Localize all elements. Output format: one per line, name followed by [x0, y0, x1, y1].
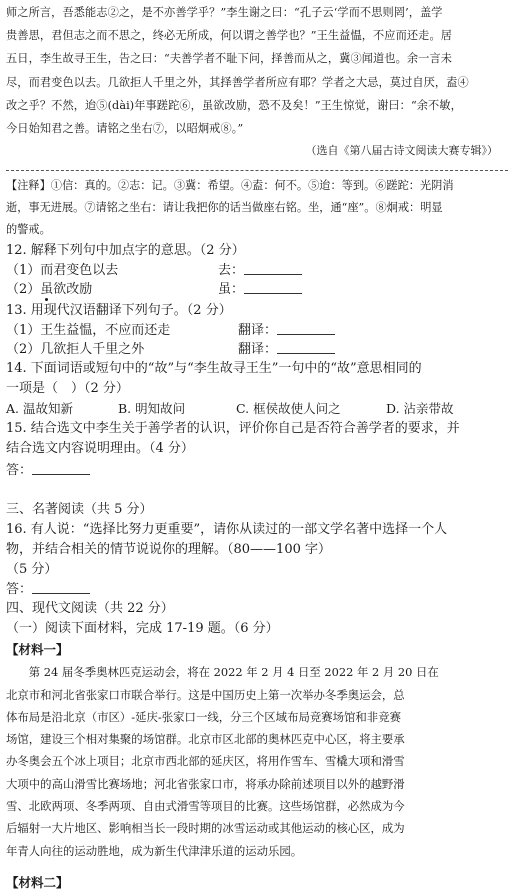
- item-text: （1）而君变色以去: [6, 263, 119, 279]
- question-item: [6, 340, 508, 359]
- notes-line: 【注释】①信：真的。②志：记。③冀：希望。④盍：何不。⑤迨：等到。⑥蹉跎：光阴消: [6, 179, 454, 193]
- passage-line: 师之所言，吾悉能志②之，是不亦善学乎？”李生谢之曰：“孔子云‘学而不思则罔’，盖学: [6, 6, 443, 19]
- material-line: 体布局是沿北京（市区）-延庆-张家口一线，分三个区域布局竞赛场馆和非竞赛: [6, 709, 401, 724]
- question-title: 一项是（ ）（2 分）: [6, 381, 129, 397]
- section-title: 三、名著阅读（共 5 分）: [6, 502, 153, 518]
- material-label: 【材料二】: [6, 874, 69, 890]
- passage-line: 今日始知君之善。请铭之坐右⑦，以昭炯戒⑧。”: [6, 122, 244, 136]
- material-line: 年青人向往的运动胜地，成为新生代津津乐道的运动乐园。: [6, 843, 303, 858]
- question-16: 物，并结合相关的情节说说你的理解。（80——100 字）: [6, 542, 331, 558]
- item-label: 翻译：: [238, 342, 278, 358]
- item-text: [6, 280, 218, 299]
- answer-blank[interactable]: [32, 461, 90, 475]
- passage-source: （选自《第八届古诗文阅读大赛专辑》）: [305, 144, 498, 158]
- passage-line: 贵善思，君但志之而不思之，终必无所成，何以谓之善学也？”王生益愠，不应而还走。居: [6, 29, 453, 43]
- material-line: 办冬奥会五个冰上项目；北京市西北部的延庆区，将用作雪车、雪橇大项和滑雪: [6, 754, 405, 769]
- question-title: 12. 解释下列句中加点字的意思。（2 分）: [6, 243, 245, 259]
- answer-blank[interactable]: [244, 280, 302, 294]
- question-12: [6, 241, 508, 299]
- notes-line: 逝，事无进展。⑦请铭之坐右：请让我把你的话当做座右铭。坐，通“座”。⑧炯戒：明显: [6, 201, 443, 215]
- question-16: 16. 有人说：“选择比努力更重要”，请你从读过的一部文学名著中选择一个人: [6, 522, 448, 538]
- exam-page: [6, 0, 508, 894]
- passage-line: 改之乎？不然，迨⑤(dài)年事蹉跎⑥，虽欲改励，恐不及矣！”王生惊觉，谢曰：“余不敏，: [6, 98, 462, 112]
- options: [6, 399, 508, 419]
- option-a[interactable]: A. 温故知新: [6, 401, 73, 417]
- item-text: （2）几欲拒人千里之外: [6, 342, 145, 358]
- item-prefix: （2）: [6, 282, 41, 298]
- answer-blank[interactable]: [277, 321, 335, 335]
- question-title: 15. 结合选文中李生关于善学者的认识，评价你自己是否符合善学者的要求，并: [6, 421, 460, 437]
- divider: [6, 170, 508, 171]
- answer-blank[interactable]: [244, 261, 302, 275]
- material-line: 第 24 届冬季奥林匹克运动会，将在 2022 年 2 月 4 日至 2022 年 2 月 20 日在: [28, 665, 439, 680]
- question-title: 结合选文内容说明理由。（4 分）: [6, 441, 194, 457]
- option-c[interactable]: C. 框侯故使人问之: [236, 401, 341, 417]
- subsection-title: （一）阅读下面材料，完成 17-19 题。（6 分）: [6, 621, 279, 637]
- question-item: [6, 321, 508, 340]
- question-title: 14. 下面词语或短句中的“故”与“李生故寻王生”一句中的“故”意思相同的: [6, 361, 422, 377]
- passage-line: 五日，李生故寻王生，告之曰：“夫善学者不耻下问，择善而从之，冀③闻道也。余一言未: [6, 52, 453, 66]
- notes-line: 的警戒。: [6, 223, 51, 237]
- item-text: （1）王生益愠，不应而还走: [6, 323, 171, 339]
- item-label: 去：: [218, 263, 245, 279]
- question-13: [6, 301, 508, 359]
- option-b[interactable]: B. 明知故问: [118, 401, 186, 417]
- option-d[interactable]: D. 沾亲带故: [386, 401, 454, 417]
- question-title: 13. 用现代汉语翻译下列句子。（2 分）: [6, 303, 232, 319]
- material-line: 后辐射一大片地区、影响相当长一段时期的冰雪运动或其他运动的核心区，成为: [6, 821, 405, 836]
- classical-passage: [6, 1, 508, 140]
- question-item: [6, 261, 508, 280]
- answer-blank[interactable]: [32, 580, 90, 594]
- question-15: [6, 419, 508, 480]
- passage-line: 尽，而君变色以去。几欲拒人千里之外，其择善学者所应有耶？学者之大忌，莫过自厌，盍④: [6, 75, 469, 89]
- material-line: 雪、北欧两项、冬季两项、自由式滑雪等项目的比赛。这些场馆群，必然成为今: [6, 799, 405, 813]
- material-label: 【材料一】: [6, 642, 69, 658]
- material-line: 场馆，建设三个相对集聚的场馆群。北京市区北部的奥林匹克中心区，将主要承: [6, 732, 405, 747]
- answer-row: [6, 461, 508, 480]
- question-item: [6, 280, 508, 299]
- question-14: [6, 359, 508, 419]
- annotations: [6, 175, 508, 241]
- item-suffix: 欲改励: [53, 282, 93, 298]
- dotted-character: 虽: [40, 282, 54, 298]
- section-3: [6, 500, 508, 599]
- material-line: 大项中的高山滑雪比赛场地；河北省张家口市，将承办除前述项目以外的越野滑: [6, 776, 405, 791]
- answer-row: [6, 580, 508, 599]
- material-line: 北京市和河北省张家口市联合举行。这是中国历史上第一次举办冬季奥运会，总: [6, 687, 405, 702]
- answer-blank[interactable]: [277, 340, 335, 354]
- question-16: （5 分）: [6, 562, 58, 578]
- answer-label: 答：: [6, 582, 33, 598]
- section-title: 四、现代文阅读（共 22 分）: [6, 601, 174, 617]
- item-label: 虽：: [218, 282, 245, 298]
- section-4: [6, 599, 508, 894]
- answer-label: 答：: [6, 463, 33, 479]
- item-label: 翻译：: [238, 323, 278, 339]
